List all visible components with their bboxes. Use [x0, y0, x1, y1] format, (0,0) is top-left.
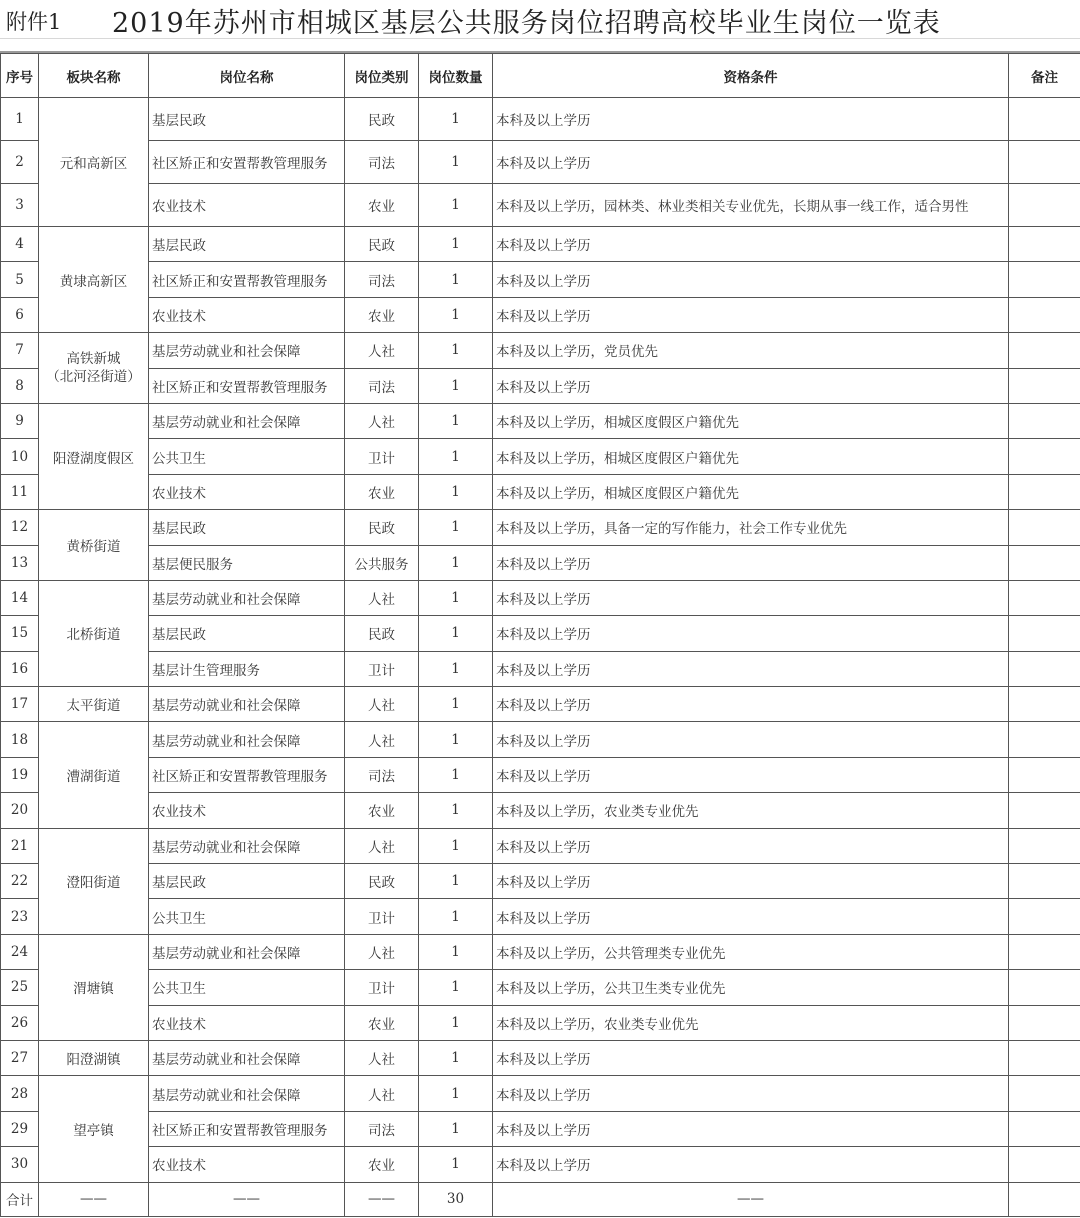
- total-row: [1, 1182, 1080, 1216]
- table-row: [1, 510, 1080, 545]
- cell-requirements: 本科及以上学历: [493, 1076, 1009, 1111]
- cell-requirements: 本科及以上学历: [493, 828, 1009, 863]
- cell-category: 农业: [345, 1005, 419, 1040]
- table-row: [1, 1111, 1080, 1146]
- cell-position: 社区矫正和安置帮教管理服务: [149, 368, 345, 403]
- cell-index: 9: [1, 403, 39, 438]
- cell-category: 民政: [345, 227, 419, 262]
- cell-remarks: [1009, 474, 1080, 509]
- header-count: 岗位数量: [419, 54, 493, 98]
- cell-category: 人社: [345, 722, 419, 757]
- cell-requirements: 本科及以上学历: [493, 368, 1009, 403]
- cell-sector: 阳澄湖镇: [39, 1040, 149, 1075]
- cell-requirements: 本科及以上学历，相城区度假区户籍优先: [493, 474, 1009, 509]
- table-row: [1, 297, 1080, 332]
- cell-index: 29: [1, 1111, 39, 1146]
- cell-count: 1: [419, 722, 493, 757]
- cell-requirements: 本科及以上学历: [493, 580, 1009, 615]
- table-row: [1, 439, 1080, 474]
- table-row: [1, 864, 1080, 899]
- table-row: [1, 722, 1080, 757]
- header-index: 序号: [1, 54, 39, 98]
- total-label: 合计: [1, 1182, 39, 1216]
- cell-position: 社区矫正和安置帮教管理服务: [149, 757, 345, 792]
- table-row: [1, 98, 1080, 141]
- table-row: [1, 1040, 1080, 1075]
- cell-index: 10: [1, 439, 39, 474]
- cell-sector: 望亭镇: [39, 1076, 149, 1182]
- cell-position: 基层计生管理服务: [149, 651, 345, 686]
- table-row: [1, 1005, 1080, 1040]
- cell-position: 基层劳动就业和社会保障: [149, 1040, 345, 1075]
- cell-sector: 漕湖街道: [39, 722, 149, 828]
- cell-count: 1: [419, 510, 493, 545]
- cell-count: 1: [419, 141, 493, 184]
- cell-remarks: [1009, 651, 1080, 686]
- cell-category: 民政: [345, 864, 419, 899]
- cell-category: 公共服务: [345, 545, 419, 580]
- cell-remarks: [1009, 227, 1080, 262]
- cell-position: 基层劳动就业和社会保障: [149, 580, 345, 615]
- cell-requirements: 本科及以上学历: [493, 545, 1009, 580]
- cell-requirements: 本科及以上学历: [493, 687, 1009, 722]
- cell-remarks: [1009, 1040, 1080, 1075]
- cell-requirements: 本科及以上学历，相城区度假区户籍优先: [493, 439, 1009, 474]
- cell-index: 12: [1, 510, 39, 545]
- cell-position: 社区矫正和安置帮教管理服务: [149, 141, 345, 184]
- header-remarks: 备注: [1009, 54, 1080, 98]
- cell-position: 农业技术: [149, 1005, 345, 1040]
- cell-remarks: [1009, 262, 1080, 297]
- cell-position: 基层民政: [149, 510, 345, 545]
- table-row: [1, 333, 1080, 368]
- cell-remarks: [1009, 545, 1080, 580]
- positions-table: [0, 53, 1080, 1217]
- cell-count: 1: [419, 793, 493, 828]
- cell-position: 基层便民服务: [149, 545, 345, 580]
- cell-position: 农业技术: [149, 1147, 345, 1182]
- cell-position: 农业技术: [149, 297, 345, 332]
- cell-requirements: 本科及以上学历，园林类、林业类相关专业优先，长期从事一线工作，适合男性: [493, 184, 1009, 227]
- cell-count: 1: [419, 864, 493, 899]
- cell-remarks: [1009, 934, 1080, 969]
- cell-category: 人社: [345, 934, 419, 969]
- cell-count: 1: [419, 474, 493, 509]
- cell-sector: 元和高新区: [39, 98, 149, 227]
- cell-count: 1: [419, 970, 493, 1005]
- cell-index: 4: [1, 227, 39, 262]
- cell-count: 1: [419, 368, 493, 403]
- cell-index: 14: [1, 580, 39, 615]
- cell-remarks: [1009, 687, 1080, 722]
- table-row: [1, 616, 1080, 651]
- cell-requirements: 本科及以上学历: [493, 1111, 1009, 1146]
- table-header-row: [1, 54, 1080, 98]
- cell-count: 1: [419, 439, 493, 474]
- cell-category: 民政: [345, 510, 419, 545]
- cell-requirements: 本科及以上学历: [493, 1040, 1009, 1075]
- cell-count: 1: [419, 262, 493, 297]
- cell-category: 农业: [345, 474, 419, 509]
- table-row: [1, 1076, 1080, 1111]
- table-row: [1, 227, 1080, 262]
- cell-remarks: [1009, 722, 1080, 757]
- cell-category: 司法: [345, 1111, 419, 1146]
- cell-count: 1: [419, 1076, 493, 1111]
- total-position-dash: ——: [149, 1182, 345, 1216]
- cell-index: 30: [1, 1147, 39, 1182]
- cell-category: 人社: [345, 1040, 419, 1075]
- cell-count: 1: [419, 687, 493, 722]
- cell-index: 24: [1, 934, 39, 969]
- cell-index: 1: [1, 98, 39, 141]
- cell-requirements: 本科及以上学历: [493, 899, 1009, 934]
- cell-requirements: 本科及以上学历: [493, 98, 1009, 141]
- total-category-dash: ——: [345, 1182, 419, 1216]
- cell-index: 27: [1, 1040, 39, 1075]
- cell-index: 15: [1, 616, 39, 651]
- cell-category: 卫计: [345, 439, 419, 474]
- document-title-bar: [0, 0, 1080, 39]
- cell-index: 8: [1, 368, 39, 403]
- cell-index: 3: [1, 184, 39, 227]
- table-row: [1, 899, 1080, 934]
- cell-category: 农业: [345, 184, 419, 227]
- cell-remarks: [1009, 368, 1080, 403]
- cell-remarks: [1009, 616, 1080, 651]
- cell-position: 基层劳动就业和社会保障: [149, 828, 345, 863]
- cell-category: 人社: [345, 1076, 419, 1111]
- cell-requirements: 本科及以上学历，党员优先: [493, 333, 1009, 368]
- table-row: [1, 793, 1080, 828]
- cell-requirements: 本科及以上学历，公共卫生类专业优先: [493, 970, 1009, 1005]
- cell-index: 19: [1, 757, 39, 792]
- cell-count: 1: [419, 184, 493, 227]
- cell-index: 17: [1, 687, 39, 722]
- sector-line-2: （北河泾街道）: [46, 369, 141, 386]
- cell-index: 23: [1, 899, 39, 934]
- cell-sector: 黄桥街道: [39, 510, 149, 581]
- cell-remarks: [1009, 297, 1080, 332]
- cell-position: 基层劳动就业和社会保障: [149, 934, 345, 969]
- cell-category: 农业: [345, 297, 419, 332]
- cell-count: 1: [419, 1005, 493, 1040]
- cell-position: 基层民政: [149, 864, 345, 899]
- cell-requirements: 本科及以上学历: [493, 722, 1009, 757]
- cell-requirements: 本科及以上学历，农业类专业优先: [493, 1005, 1009, 1040]
- cell-index: 13: [1, 545, 39, 580]
- table-row: [1, 970, 1080, 1005]
- cell-count: 1: [419, 545, 493, 580]
- cell-requirements: 本科及以上学历: [493, 141, 1009, 184]
- cell-position: 公共卫生: [149, 970, 345, 1005]
- cell-sector: 阳澄湖度假区: [39, 403, 149, 509]
- cell-requirements: 本科及以上学历: [493, 262, 1009, 297]
- table-row: [1, 474, 1080, 509]
- cell-remarks: [1009, 864, 1080, 899]
- cell-position: 基层民政: [149, 616, 345, 651]
- cell-requirements: 本科及以上学历，相城区度假区户籍优先: [493, 403, 1009, 438]
- cell-position: 公共卫生: [149, 439, 345, 474]
- total-remarks: [1009, 1182, 1080, 1216]
- cell-category: 卫计: [345, 651, 419, 686]
- cell-remarks: [1009, 757, 1080, 792]
- cell-category: 司法: [345, 368, 419, 403]
- cell-category: 人社: [345, 580, 419, 615]
- table-row: [1, 828, 1080, 863]
- cell-index: 20: [1, 793, 39, 828]
- header-position: 岗位名称: [149, 54, 345, 98]
- cell-remarks: [1009, 98, 1080, 141]
- cell-requirements: 本科及以上学历: [493, 651, 1009, 686]
- cell-category: 人社: [345, 828, 419, 863]
- cell-position: 农业技术: [149, 474, 345, 509]
- table-row: [1, 1147, 1080, 1182]
- cell-count: 1: [419, 899, 493, 934]
- cell-count: 1: [419, 580, 493, 615]
- cell-sector: 渭塘镇: [39, 934, 149, 1040]
- header-category: 岗位类别: [345, 54, 419, 98]
- cell-requirements: 本科及以上学历，农业类专业优先: [493, 793, 1009, 828]
- cell-index: 22: [1, 864, 39, 899]
- cell-sector: [39, 333, 149, 404]
- table-row: [1, 687, 1080, 722]
- cell-index: 6: [1, 297, 39, 332]
- cell-position: 社区矫正和安置帮教管理服务: [149, 262, 345, 297]
- cell-remarks: [1009, 1005, 1080, 1040]
- table-row: [1, 184, 1080, 227]
- cell-category: 农业: [345, 1147, 419, 1182]
- cell-count: 1: [419, 1040, 493, 1075]
- cell-position: 基层民政: [149, 98, 345, 141]
- cell-requirements: 本科及以上学历: [493, 227, 1009, 262]
- cell-count: 1: [419, 828, 493, 863]
- cell-index: 5: [1, 262, 39, 297]
- cell-remarks: [1009, 510, 1080, 545]
- cell-category: 人社: [345, 333, 419, 368]
- cell-position: 农业技术: [149, 184, 345, 227]
- cell-index: 2: [1, 141, 39, 184]
- cell-index: 11: [1, 474, 39, 509]
- cell-index: 16: [1, 651, 39, 686]
- page-title: 2019年苏州市相城区基层公共服务岗位招聘高校毕业生岗位一览表: [112, 8, 941, 39]
- cell-count: 1: [419, 651, 493, 686]
- cell-remarks: [1009, 1076, 1080, 1111]
- cell-count: 1: [419, 403, 493, 438]
- cell-remarks: [1009, 141, 1080, 184]
- cell-remarks: [1009, 1111, 1080, 1146]
- cell-requirements: 本科及以上学历: [493, 1147, 1009, 1182]
- cell-count: 1: [419, 333, 493, 368]
- cell-sector: 黄埭高新区: [39, 227, 149, 333]
- cell-index: 18: [1, 722, 39, 757]
- total-count: 30: [419, 1182, 493, 1216]
- table-row: [1, 545, 1080, 580]
- cell-category: 民政: [345, 616, 419, 651]
- sector-line-1: 高铁新城: [66, 351, 121, 368]
- table-row: [1, 757, 1080, 792]
- cell-position: 农业技术: [149, 793, 345, 828]
- cell-remarks: [1009, 439, 1080, 474]
- cell-position: 公共卫生: [149, 899, 345, 934]
- attachment-label: 附件1: [6, 10, 62, 34]
- cell-category: 司法: [345, 757, 419, 792]
- cell-remarks: [1009, 970, 1080, 1005]
- cell-requirements: 本科及以上学历，具备一定的写作能力，社会工作专业优先: [493, 510, 1009, 545]
- cell-remarks: [1009, 403, 1080, 438]
- cell-category: 司法: [345, 141, 419, 184]
- cell-index: 25: [1, 970, 39, 1005]
- cell-index: 28: [1, 1076, 39, 1111]
- cell-position: 基层劳动就业和社会保障: [149, 722, 345, 757]
- cell-remarks: [1009, 899, 1080, 934]
- cell-count: 1: [419, 616, 493, 651]
- cell-category: 农业: [345, 793, 419, 828]
- cell-category: 司法: [345, 262, 419, 297]
- cell-category: 卫计: [345, 970, 419, 1005]
- cell-position: 基层劳动就业和社会保障: [149, 403, 345, 438]
- cell-index: 21: [1, 828, 39, 863]
- cell-count: 1: [419, 757, 493, 792]
- table-row: [1, 580, 1080, 615]
- cell-category: 民政: [345, 98, 419, 141]
- cell-requirements: 本科及以上学历: [493, 616, 1009, 651]
- cell-position: 基层劳动就业和社会保障: [149, 687, 345, 722]
- cell-count: 1: [419, 1111, 493, 1146]
- cell-position: 基层劳动就业和社会保障: [149, 1076, 345, 1111]
- cell-category: 人社: [345, 687, 419, 722]
- cell-remarks: [1009, 828, 1080, 863]
- cell-index: 7: [1, 333, 39, 368]
- cell-category: 人社: [345, 403, 419, 438]
- total-sector-dash: ——: [39, 1182, 149, 1216]
- table-row: [1, 262, 1080, 297]
- cell-requirements: 本科及以上学历: [493, 297, 1009, 332]
- cell-remarks: [1009, 1147, 1080, 1182]
- cell-count: 1: [419, 1147, 493, 1182]
- cell-requirements: 本科及以上学历: [493, 757, 1009, 792]
- cell-index: 26: [1, 1005, 39, 1040]
- header-requirements: 资格条件: [493, 54, 1009, 98]
- cell-requirements: 本科及以上学历: [493, 864, 1009, 899]
- table-row: [1, 403, 1080, 438]
- cell-remarks: [1009, 580, 1080, 615]
- cell-count: 1: [419, 227, 493, 262]
- table-row: [1, 934, 1080, 969]
- table-row: [1, 651, 1080, 686]
- cell-position: 基层劳动就业和社会保障: [149, 333, 345, 368]
- total-requirements-dash: ——: [493, 1182, 1009, 1216]
- cell-remarks: [1009, 184, 1080, 227]
- cell-requirements: 本科及以上学历，公共管理类专业优先: [493, 934, 1009, 969]
- cell-remarks: [1009, 793, 1080, 828]
- cell-count: 1: [419, 98, 493, 141]
- cell-sector: 太平街道: [39, 687, 149, 722]
- cell-remarks: [1009, 333, 1080, 368]
- table-row: [1, 141, 1080, 184]
- cell-position: 社区矫正和安置帮教管理服务: [149, 1111, 345, 1146]
- cell-category: 卫计: [345, 899, 419, 934]
- cell-count: 1: [419, 934, 493, 969]
- cell-sector: 北桥街道: [39, 580, 149, 686]
- header-sector: 板块名称: [39, 54, 149, 98]
- cell-sector: 澄阳街道: [39, 828, 149, 934]
- cell-count: 1: [419, 297, 493, 332]
- table-row: [1, 368, 1080, 403]
- cell-position: 基层民政: [149, 227, 345, 262]
